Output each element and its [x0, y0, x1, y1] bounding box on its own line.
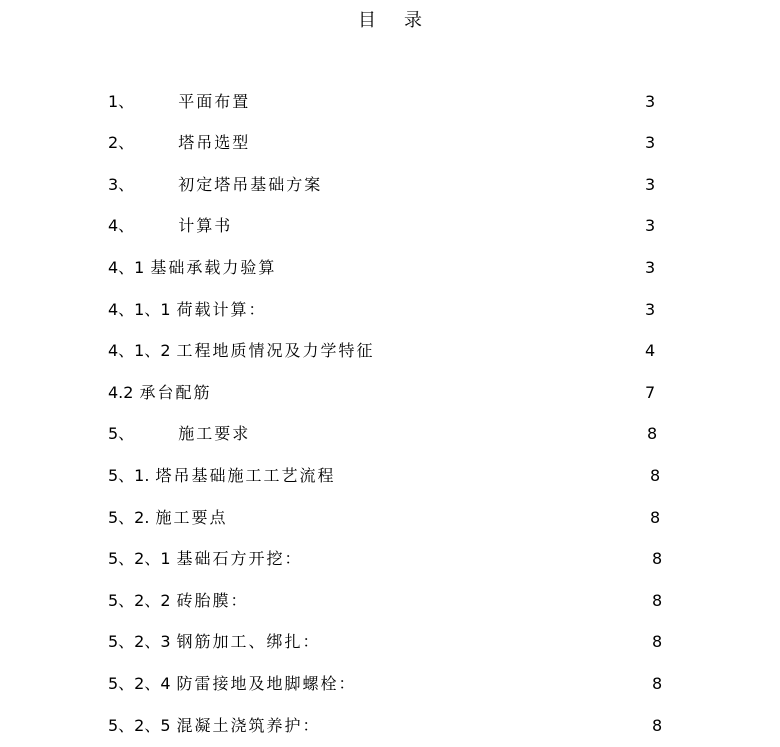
toc-entry-label: 基础承载力验算 — [150, 258, 277, 277]
toc-entry-number: 3、 — [108, 175, 135, 194]
toc-entry[interactable] — [108, 256, 276, 280]
toc-entry-number: 5、2、5 — [108, 716, 171, 735]
toc-entry[interactable] — [108, 90, 250, 114]
toc-entry[interactable] — [108, 630, 321, 654]
toc-entry-page-number: 8 — [650, 508, 661, 527]
toc-entry[interactable] — [108, 173, 322, 197]
toc-entry-number: 5、2、2 — [108, 591, 171, 610]
toc-entry[interactable] — [108, 589, 249, 613]
page-title: 目录 — [358, 10, 450, 31]
toc-entry-number: 1、 — [108, 92, 135, 111]
toc-entry-number: 5、2. — [108, 508, 150, 527]
toc-entry-number: 4、1、2 — [108, 341, 171, 360]
toc-entry[interactable] — [108, 422, 250, 446]
toc-entry-page-number: 3 — [645, 175, 656, 194]
toc-entry-label: 塔吊选型 — [178, 133, 251, 152]
toc-entry[interactable] — [108, 506, 227, 530]
toc-entry-page-number: 3 — [645, 92, 656, 111]
toc-entry-page-number: 8 — [652, 716, 663, 735]
toc-entry-label: 砖胎膜： — [176, 591, 249, 610]
toc-entry-label: 防雷接地及地脚螺栓： — [176, 674, 357, 693]
toc-entry-label: 混凝土浇筑养护： — [176, 716, 321, 735]
toc-entry-number: 5、2、1 — [108, 549, 171, 568]
toc-entry-page-number: 3 — [645, 216, 656, 235]
toc-entry[interactable] — [108, 381, 211, 405]
toc-entry-label: 初定塔吊基础方案 — [178, 175, 323, 194]
toc-entry-number: 4、1、1 — [108, 300, 171, 319]
toc-entry-number: 5、1. — [108, 466, 150, 485]
toc-entry-number: 4.2 — [108, 383, 134, 402]
toc-entry-label: 施工要点 — [155, 508, 228, 527]
toc-entry-label: 计算书 — [178, 216, 233, 235]
toc-entry-label: 平面布置 — [178, 92, 251, 111]
toc-entry-page-number: 3 — [645, 300, 656, 319]
toc-entry[interactable] — [108, 714, 321, 738]
toc-entry-label: 工程地质情况及力学特征 — [176, 341, 375, 360]
toc-entry-number: 2、 — [108, 133, 135, 152]
toc-entry-page-number: 8 — [647, 424, 658, 443]
toc-entry-number: 5、 — [108, 424, 135, 443]
toc-entry-page-number: 8 — [650, 466, 661, 485]
toc-entry-number: 4、1 — [108, 258, 145, 277]
toc-entry-page-number: 7 — [645, 383, 656, 402]
toc-entry-label: 施工要求 — [178, 424, 251, 443]
toc-entry-label: 基础石方开挖： — [176, 549, 303, 568]
toc-entry-label: 塔吊基础施工工艺流程 — [155, 466, 336, 485]
toc-entry-page-number: 8 — [652, 549, 663, 568]
toc-entry-number: 5、2、3 — [108, 632, 171, 651]
toc-entry[interactable] — [108, 131, 250, 155]
toc-entry-page-number: 4 — [645, 341, 656, 360]
toc-entry-number: 4、 — [108, 216, 135, 235]
toc-entry[interactable] — [108, 672, 357, 696]
toc-entry[interactable] — [108, 547, 303, 571]
toc-entry[interactable] — [108, 464, 335, 488]
toc-entry-label: 钢筋加工、绑扎： — [176, 632, 321, 651]
toc-entry-page-number: 8 — [652, 674, 663, 693]
toc-entry-label: 承台配筋 — [139, 383, 212, 402]
toc-entry-label: 荷载计算： — [176, 300, 267, 319]
toc-entry[interactable] — [108, 339, 375, 363]
toc-entry-number: 5、2、4 — [108, 674, 171, 693]
toc-entry[interactable] — [108, 298, 267, 322]
toc-entry-page-number: 3 — [645, 133, 656, 152]
toc-entry-page-number: 3 — [645, 258, 656, 277]
toc-entry-page-number: 8 — [652, 632, 663, 651]
toc-entry-page-number: 8 — [652, 591, 663, 610]
toc-entry[interactable] — [108, 214, 232, 238]
